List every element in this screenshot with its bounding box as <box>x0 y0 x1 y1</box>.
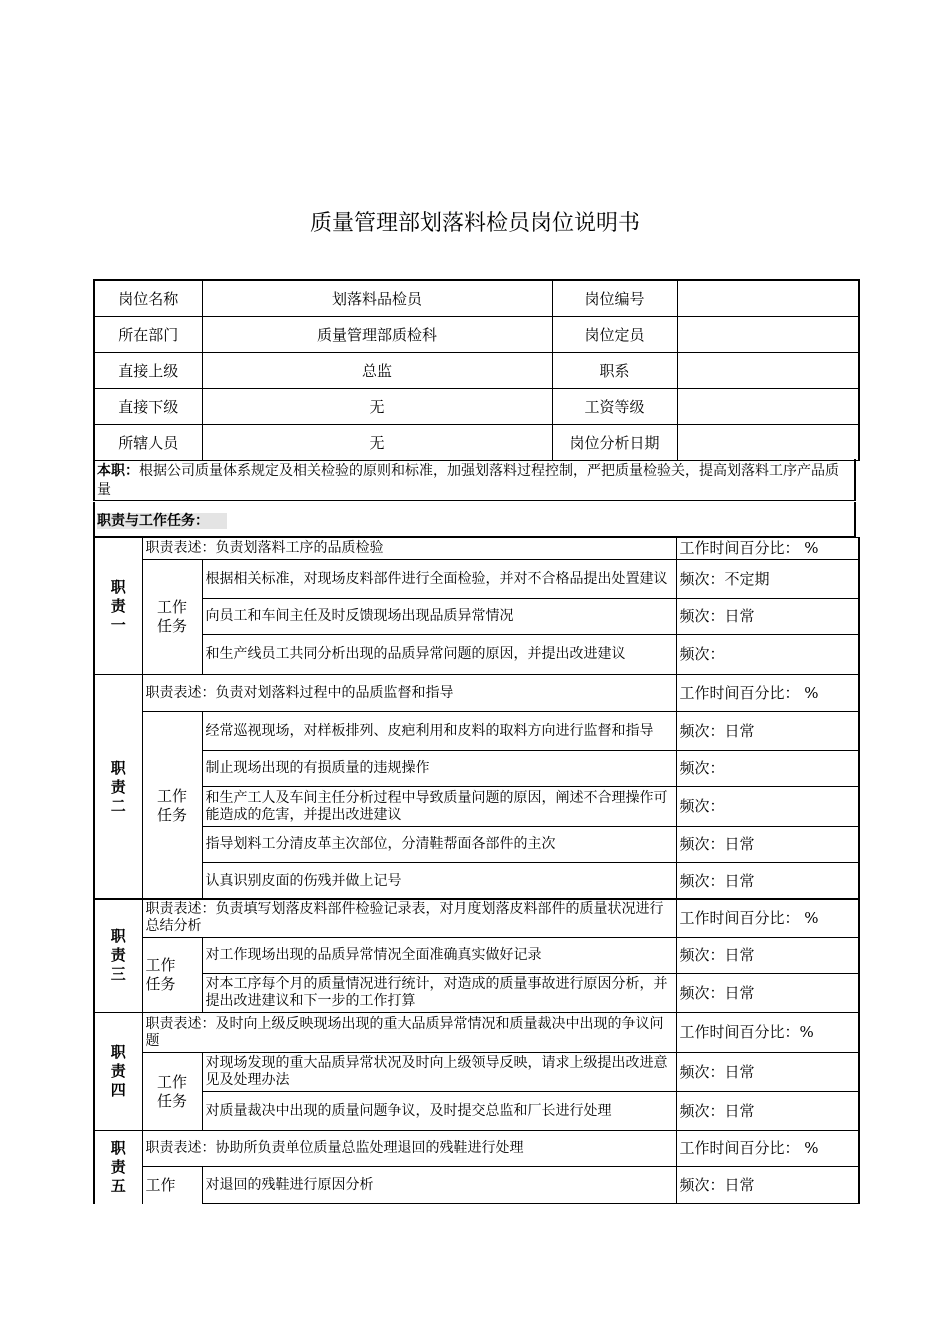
info-label: 直接上级 <box>94 353 202 389</box>
work-task-label: 工作 <box>142 1167 202 1204</box>
info-value <box>677 389 859 425</box>
work-task-label: 工作任务 <box>142 560 202 675</box>
task-text: 认真识别皮面的伤残并做上记号 <box>202 863 676 900</box>
info-value <box>677 353 859 389</box>
work-task-label: 工作任务 <box>142 938 202 1013</box>
info-label: 所在部门 <box>94 317 202 353</box>
responsibilities-header-label: 职责与工作任务： <box>97 513 227 529</box>
duty-description: 职责表述：协助所负责单位质量总监处理退回的残鞋进行处理 <box>142 1131 676 1167</box>
task-frequency: 频次：日常 <box>676 863 859 900</box>
info-row <box>94 389 859 425</box>
duty-description: 职责表述：及时向上级反映现场出现的重大品质异常情况和质量裁决中出现的争议问题 <box>142 1013 676 1053</box>
task-frequency: 频次： <box>676 787 859 827</box>
task-frequency: 频次：日常 <box>676 1053 859 1092</box>
info-label: 岗位编号 <box>552 280 677 317</box>
time-percentage: 工作时间百分比： % <box>676 1131 859 1167</box>
info-label: 工资等级 <box>552 389 677 425</box>
work-task-label: 工作任务 <box>142 712 202 900</box>
info-row <box>94 353 859 389</box>
task-text: 对现场发现的重大品质异常状况及时向上级领导反映，请求上级提出改进意见及处理办法 <box>202 1053 676 1092</box>
info-label: 职系 <box>552 353 677 389</box>
task-frequency: 频次：日常 <box>676 827 859 863</box>
info-value: 总监 <box>202 353 552 389</box>
duty-description: 职责表述：负责填写划落皮料部件检验记录表，对月度划落皮料部件的质量状况进行总结分析 <box>142 899 676 938</box>
info-label: 岗位名称 <box>94 280 202 317</box>
info-row <box>94 280 859 317</box>
duty-label: 职 责 一 <box>94 538 142 675</box>
task-frequency: 频次：日常 <box>676 712 859 751</box>
task-text: 向员工和车间主任及时反馈现场出现品质异常情况 <box>202 599 676 635</box>
task-frequency: 频次：日常 <box>676 974 859 1013</box>
job-summary-text: 根据公司质量体系规定及相关检验的原则和标准，加强划落料过程控制，严把质量检验关，提高划落料工序产品质量 <box>97 463 839 498</box>
duty-description: 职责表述：负责划落料工序的品质检验 <box>142 538 676 560</box>
info-label: 岗位定员 <box>552 317 677 353</box>
task-text: 对退回的残鞋进行原因分析 <box>202 1167 676 1204</box>
responsibilities-header <box>93 502 856 537</box>
basic-info-table <box>93 279 860 461</box>
info-label: 直接下级 <box>94 389 202 425</box>
task-frequency: 频次：日常 <box>676 1167 859 1204</box>
time-percentage: 工作时间百分比： % <box>676 899 859 938</box>
duty-label: 职 责 四 <box>94 1013 142 1131</box>
time-percentage: 工作时间百分比：% <box>676 1013 859 1053</box>
task-frequency: 频次：不定期 <box>676 560 859 599</box>
time-percentage: 工作时间百分比： % <box>676 538 859 560</box>
task-frequency: 频次： <box>676 635 859 675</box>
task-text: 根据相关标准，对现场皮料部件进行全面检验，并对不合格品提出处置建议 <box>202 560 676 599</box>
task-text: 对本工序每个月的质量情况进行统计，对造成的质量事故进行原因分析，并提出改进建议和下一步的工作打算 <box>202 974 676 1013</box>
info-row <box>94 425 859 461</box>
job-summary <box>93 459 856 501</box>
task-frequency: 频次：日常 <box>676 938 859 974</box>
info-label: 岗位分析日期 <box>552 425 677 461</box>
info-label: 所辖人员 <box>94 425 202 461</box>
task-frequency: 频次：日常 <box>676 599 859 635</box>
task-text: 和生产线员工共同分析出现的品质异常问题的原因，并提出改进建议 <box>202 635 676 675</box>
duty-label: 职 责 三 <box>94 899 142 1013</box>
task-text: 对工作现场出现的品质异常情况全面准确真实做好记录 <box>202 938 676 974</box>
task-text: 对质量裁决中出现的质量问题争议，及时提交总监和厂长进行处理 <box>202 1092 676 1131</box>
duty-table-5 <box>93 1130 860 1204</box>
task-text: 制止现场出现的有损质量的违规操作 <box>202 751 676 787</box>
info-row <box>94 317 859 353</box>
task-text: 经常巡视现场，对样板排列、皮疤利用和皮料的取料方向进行监督和指导 <box>202 712 676 751</box>
info-value: 划落料品检员 <box>202 280 552 317</box>
info-value <box>677 425 859 461</box>
duty-table-3 <box>93 898 860 1013</box>
time-percentage: 工作时间百分比： % <box>676 675 859 712</box>
task-text: 指导划料工分清皮革主次部位，分清鞋帮面各部件的主次 <box>202 827 676 863</box>
info-value <box>677 280 859 317</box>
info-value: 质量管理部质检科 <box>202 317 552 353</box>
duty-label: 职 责 五 <box>94 1131 142 1204</box>
task-frequency: 频次：日常 <box>676 1092 859 1131</box>
job-summary-label: 本职： <box>97 463 139 479</box>
duty-description: 职责表述：负责对划落料过程中的品质监督和指导 <box>142 675 676 712</box>
duty-label: 职 责 二 <box>94 675 142 900</box>
duty-table-2 <box>93 674 860 900</box>
duty-table-4 <box>93 1012 860 1131</box>
work-task-label: 工作任务 <box>142 1053 202 1131</box>
page-title: 质量管理部划落料检员岗位说明书 <box>309 211 640 236</box>
info-value: 无 <box>202 389 552 425</box>
task-text: 和生产工人及车间主任分析过程中导致质量问题的原因，阐述不合理操作可能造成的危害，并提出改进建议 <box>202 787 676 827</box>
info-value: 无 <box>202 425 552 461</box>
duty-table-1 <box>93 537 860 675</box>
task-frequency: 频次： <box>676 751 859 787</box>
info-value <box>677 317 859 353</box>
